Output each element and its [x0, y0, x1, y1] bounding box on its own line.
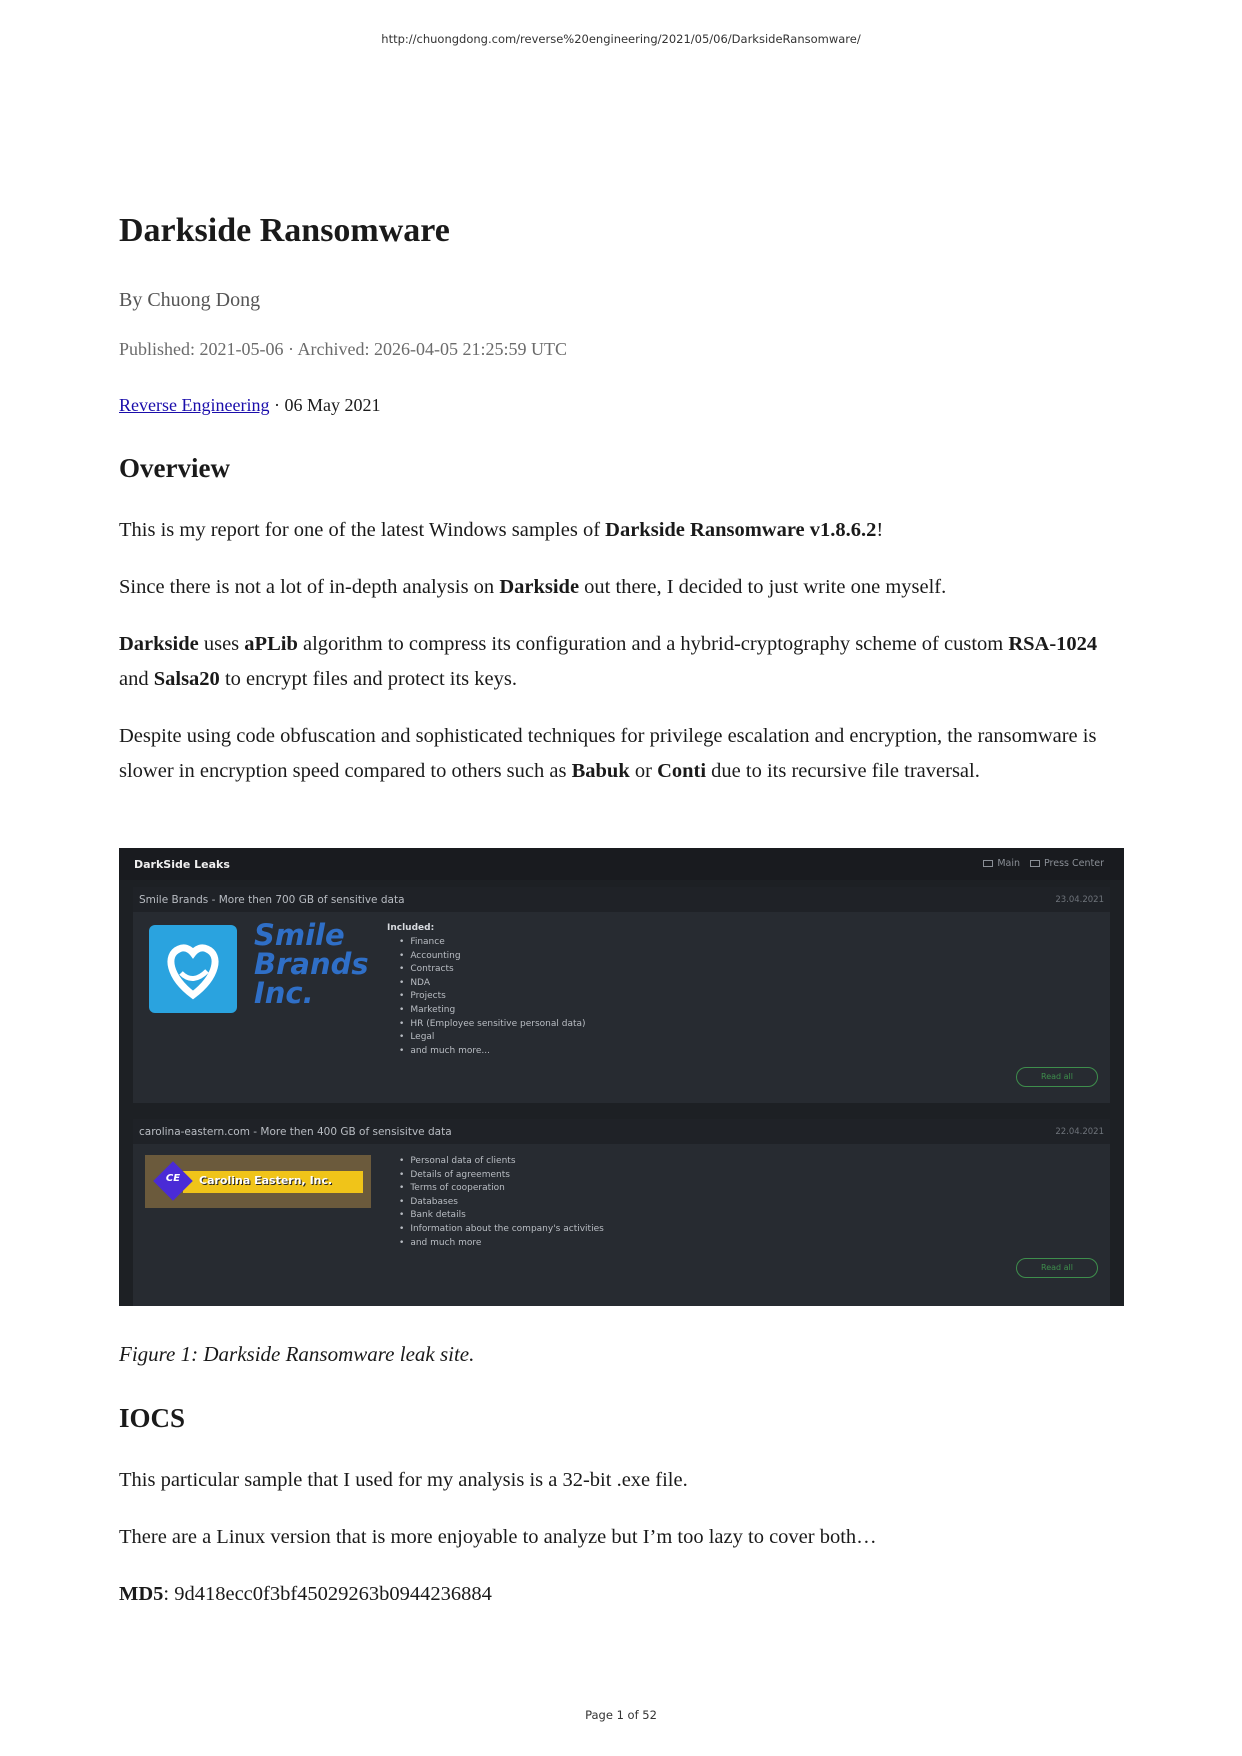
md5-line	[119, 1577, 1124, 1612]
list-item: • Information about the company's activities	[399, 1223, 604, 1237]
carolina-eastern-logo-text: Carolina Eastern, Inc.	[199, 1174, 333, 1187]
read-all-button[interactable]: Read all	[1016, 1258, 1098, 1278]
leak-post-carolina-eastern	[133, 1119, 1110, 1306]
list-item: • Accounting	[399, 950, 586, 964]
logo-monogram: CE	[165, 1173, 181, 1184]
overview-paragraph-4: Despite using code obfuscation and sophisticated techniques for privilege escalation and encryption, the ransomware is slower in encryption speed compared to others such as Babuk or Conti due to its recursive file traversal.	[119, 725, 1097, 782]
list-item: • Details of agreements	[399, 1169, 604, 1183]
list-item: • Bank details	[399, 1209, 604, 1223]
monitor-icon	[1030, 860, 1040, 867]
published-line: Published: 2021-05-06 · Archived: 2026-04-05 21:25:59 UTC	[119, 339, 567, 359]
page-number: Page 1 of 52	[585, 1708, 657, 1722]
md5-value: : 9d418ecc0f3bf45029263b0944236884	[163, 1583, 492, 1605]
read-all-button[interactable]: Read all	[1016, 1067, 1098, 1087]
category-meta	[119, 395, 380, 416]
md5-label: MD5	[119, 1583, 164, 1605]
leak-site-topbar	[119, 848, 1124, 880]
iocs-heading: IOCS	[119, 1403, 186, 1433]
leak-items-list	[399, 1155, 604, 1250]
leak-post-header	[133, 1119, 1110, 1144]
article-title: Darkside Ransomware	[119, 212, 450, 249]
smile-brands-logo-text: Smile Brands Inc.	[254, 918, 369, 1010]
list-item: • HR (Employee sensitive personal data)	[399, 1018, 586, 1032]
leak-post-title: carolina-eastern.com - More then 400 GB of sensisitve data	[139, 1126, 452, 1138]
overview-paragraph-1: This is my report for one of the latest Windows samples of Darkside Ransomware v1.8.6.2!	[119, 519, 884, 541]
category-link[interactable]: Reverse Engineering	[119, 395, 270, 415]
iocs-paragraph-2: There are a Linux version that is more enjoyable to analyze but I’m too lazy to cover both…	[119, 1526, 877, 1548]
list-icon	[983, 860, 993, 867]
nav-press-center: Press Center	[1030, 858, 1104, 869]
leak-site-screenshot	[119, 848, 1124, 1306]
overview-paragraph-3: Darkside uses aPLib algorithm to compress its configuration and a hybrid-cryptography scheme of custom RSA-1024 and Salsa20 to encrypt files and protect its keys.	[119, 633, 1098, 690]
list-item: • Terms of cooperation	[399, 1182, 604, 1196]
carolina-eastern-logo	[145, 1155, 371, 1208]
list-item: • Personal data of clients	[399, 1155, 604, 1169]
leak-items-list	[399, 936, 586, 1058]
list-item: • Marketing	[399, 1004, 586, 1018]
list-item: • and much more...	[399, 1045, 586, 1059]
included-label: Included:	[387, 923, 435, 933]
leak-post-smile-brands	[133, 887, 1110, 1103]
iocs-paragraph-1: This particular sample that I used for my analysis is a 32-bit .exe file.	[119, 1469, 688, 1491]
leak-post-title: Smile Brands - More then 700 GB of sensitive data	[139, 894, 405, 906]
list-item: • Projects	[399, 990, 586, 1004]
smile-brands-logo-icon	[149, 925, 237, 1013]
leak-post-date: 22.04.2021	[1055, 1127, 1104, 1137]
leak-site-brand: DarkSide Leaks	[134, 858, 230, 871]
list-item: • Databases	[399, 1196, 604, 1210]
list-item: • Legal	[399, 1031, 586, 1045]
byline: By Chuong Dong	[119, 289, 261, 311]
post-date: · 06 May 2021	[273, 395, 381, 415]
leak-post-date: 23.04.2021	[1055, 895, 1104, 905]
overview-heading: Overview	[119, 453, 230, 483]
leak-post-header	[133, 887, 1110, 912]
list-item: • NDA	[399, 977, 586, 991]
overview-paragraph-2: Since there is not a lot of in-depth analysis on Darkside out there, I decided to just write one myself.	[119, 576, 947, 598]
list-item: • Finance	[399, 936, 586, 950]
nav-main: Main	[983, 858, 1020, 869]
page-url: http://chuongdong.com/reverse%20engineering/2021/05/06/DarksideRansomware/	[381, 32, 861, 46]
list-item: • Contracts	[399, 963, 586, 977]
list-item: • and much more	[399, 1237, 604, 1251]
figure-caption: Figure 1: Darkside Ransomware leak site.	[119, 1342, 475, 1366]
